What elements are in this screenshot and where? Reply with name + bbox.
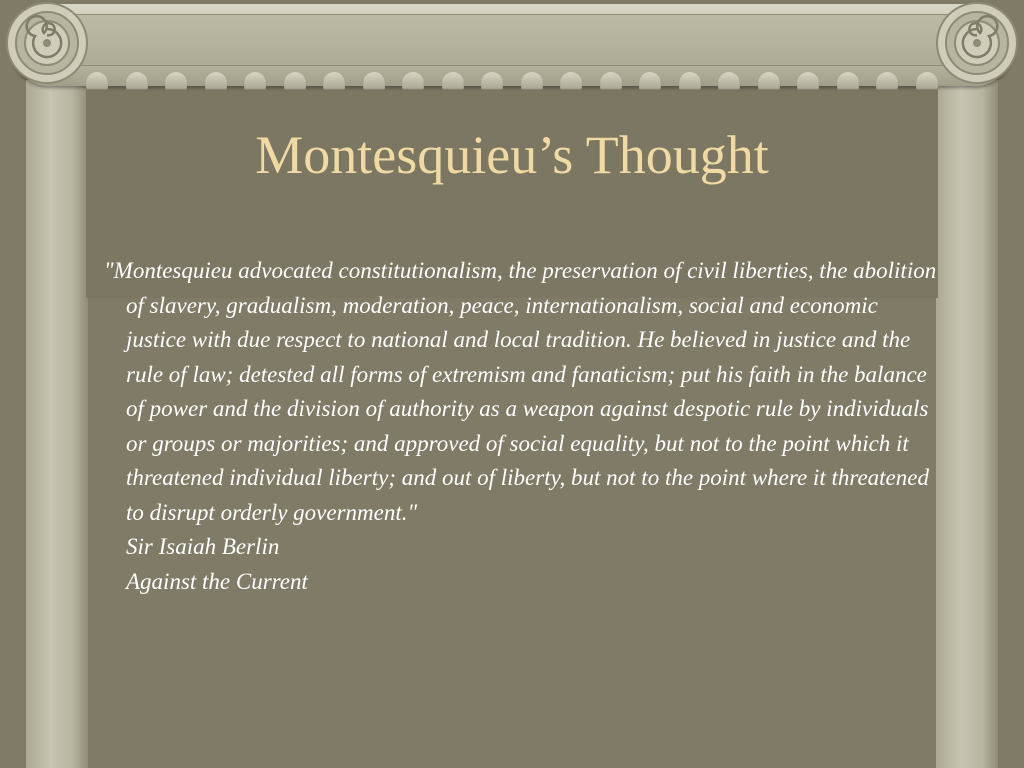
left-pillar [26, 80, 88, 768]
quote-block [92, 254, 940, 599]
dentil [876, 72, 898, 90]
dentil [284, 72, 306, 90]
dentil [363, 72, 385, 90]
dentil [165, 72, 187, 90]
dentil [797, 72, 819, 90]
dentil [481, 72, 503, 90]
right-volute-icon [934, 0, 1020, 86]
dentil [639, 72, 661, 90]
dentil [560, 72, 582, 90]
dentil [521, 72, 543, 90]
dentil [600, 72, 622, 90]
quote-text: Montesquieu advocated constitutionalism, the preservation of civil liberties, the abolition of slavery, gradualism, moderation, peace, internationalism, social and economic justice with due respect to national and local tradition. He believed in justice and the rule of law; detested all forms of extremism and fanaticism; put his faith in the balance of power and the division of authority as a weapon against despotic rule by individuals or groups or majorities; and approved of social equality, but not to the point which it threatened individual liberty; and out of liberty, but not to the point where it threatened to disrupt orderly government." [113, 258, 937, 525]
dentil [442, 72, 464, 90]
dentil [205, 72, 227, 90]
quote-paragraph [92, 254, 940, 530]
quote-source: Against the Current [126, 568, 308, 594]
dentil [916, 72, 938, 90]
slide-title: Montesquieu’s Thought [255, 125, 769, 185]
dentil [679, 72, 701, 90]
dentil [758, 72, 780, 90]
right-pillar [936, 80, 998, 768]
capital-band [70, 14, 954, 66]
dentil [126, 72, 148, 90]
dentil [718, 72, 740, 90]
dentil [86, 72, 108, 90]
left-volute-icon [4, 0, 90, 86]
dentil [402, 72, 424, 90]
quote-author: Sir Isaiah Berlin [126, 534, 280, 559]
quote-mark: " [104, 258, 114, 283]
dentil [244, 72, 266, 90]
dentil [323, 72, 345, 90]
dentil [837, 72, 859, 90]
capital-dentils [86, 72, 938, 90]
